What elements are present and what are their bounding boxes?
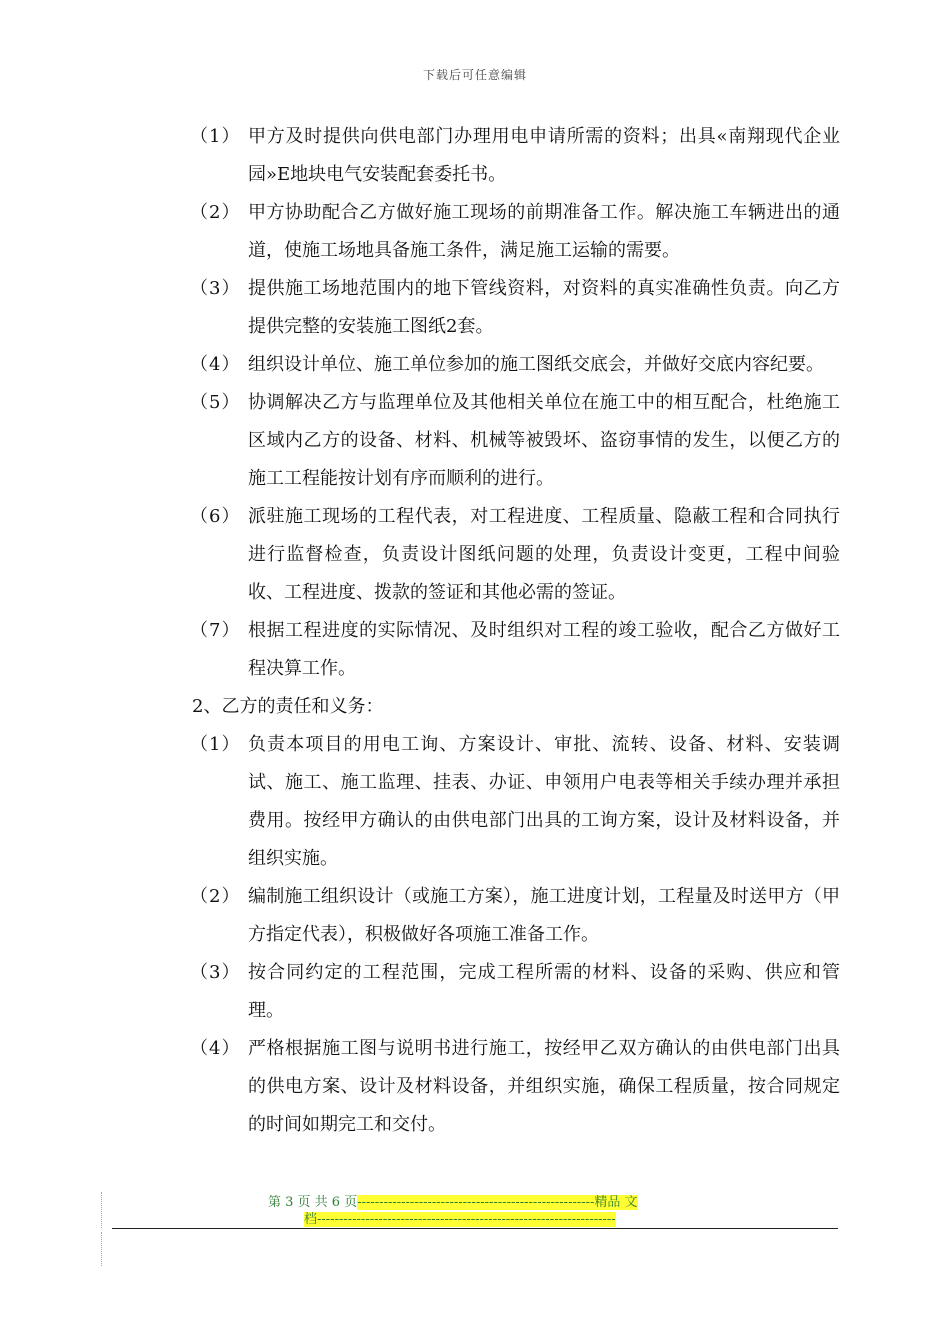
item-number: （5） [190,392,241,413]
list-item [190,498,840,612]
item-text: 严格根据施工图与说明书进行施工，按经甲乙双方确认的由供电部门出具的供电方案、设计及材料设备，并组织实施，确保工程质量，按合同规定的时间如期完工和交付。 [248,1038,840,1135]
party-a-list [190,118,840,688]
item-text: 派驻施工现场的工程代表，对工程进度、工程质量、隐蔽工程和合同执行进行监督检查，负责设计图纸问题的处理，负责设计变更，工程中间验收、工程进度、拨款的签证和其他必需的签证。 [248,506,840,603]
item-number: （3） [190,962,241,983]
list-item [190,612,840,688]
footer-line-1 [268,1194,688,1211]
document-body [190,118,840,1144]
item-number: （4） [190,1038,241,1059]
list-item [190,194,840,270]
item-number: （2） [190,886,241,907]
item-text: 甲方及时提供向供电部门办理用电申请所需的资料；出具«南翔现代企业园»E地块电气安装配套委托书。 [248,126,840,185]
list-item [190,954,840,1030]
item-text: 甲方协助配合乙方做好施工现场的前期准备工作。解决施工车辆进出的通道，使施工场地具备施工条件，满足施工运输的需要。 [248,202,840,261]
item-text: 组织设计单位、施工单位参加的施工图纸交底会，并做好交底内容纪要。 [248,354,824,375]
page-header: 下载后可任意编辑 [422,68,527,82]
item-text: 编制施工组织设计（或施工方案），施工进度计划，工程量及时送甲方（甲方指定代表），积极做好各项施工准备工作。 [248,886,840,945]
section-heading: 2、乙方的责任和义务： [192,696,384,717]
item-text: 根据工程进度的实际情况、及时组织对工程的竣工验收，配合乙方做好工程决算工作。 [248,620,840,679]
list-item [190,270,840,346]
item-text: 负责本项目的用电工询、方案设计、审批、流转、设备、材料、安装调试、施工、施工监理、挂表、办证、申领用户电表等相关手续办理并承担费用。按经甲方确认的由供电部门出具的工询方案，设计及材料设备，并组织实施。 [248,734,840,869]
footer-divider [112,1228,838,1229]
item-number: （1） [190,126,241,147]
list-item [190,384,840,498]
item-text: 提供施工场地范围内的地下管线资料，对资料的真实准确性负责。向乙方提供完整的安装施工图纸2套。 [248,278,840,337]
list-item [190,1030,840,1144]
item-number: （1） [190,734,241,755]
list-item [190,726,840,878]
footer-dashes: ------------------------------------------------------精品 文 [357,1195,638,1210]
list-item [190,118,840,194]
page-footer [268,1194,688,1228]
footer-line-2 [268,1211,688,1228]
item-number: （2） [190,202,241,223]
item-text: 按合同约定的工程范围，完成工程所需的材料、设备的采购、供应和管理。 [248,962,840,1021]
item-text: 协调解决乙方与监理单位及其他相关单位在施工中的相互配合，杜绝施工区域内乙方的设备、材料、机械等被毁坏、盗窃事情的发生，以便乙方的施工工程能按计划有序而顺利的进行。 [248,392,840,489]
item-number: （4） [190,354,241,375]
list-item [190,346,840,384]
margin-marker [101,1232,102,1266]
footer-dashes: 档-------------------------------------------------------------------- [304,1212,616,1227]
margin-marker [101,1192,102,1228]
item-number: （7） [190,620,241,641]
item-number: （6） [190,506,241,527]
page-number: 第 3 页 共 6 页 [268,1195,358,1210]
list-item [190,878,840,954]
party-b-list [190,726,840,1144]
item-number: （3） [190,278,241,299]
